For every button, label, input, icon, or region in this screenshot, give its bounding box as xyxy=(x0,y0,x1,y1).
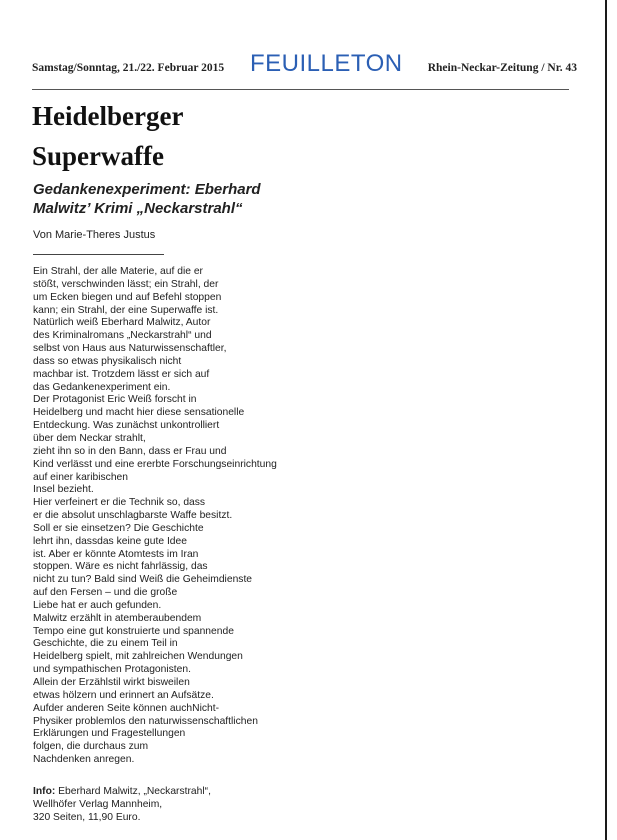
body-line: Ein Strahl, der alle Materie, auf die er xyxy=(33,266,203,277)
newspaper-issue: Rhein-Neckar-Zeitung / Nr. 43 xyxy=(427,62,577,74)
article-headline xyxy=(32,96,332,176)
body-line: Entdeckung. Was zunächst unkontrolliert xyxy=(33,420,220,432)
body-line: lehrt ihn, dassdas keine gute Idee xyxy=(33,535,187,547)
body-line: ist. Aber er könnte Atomtests im Iran xyxy=(33,548,199,560)
info-label: Info: xyxy=(33,786,56,797)
body-line: nicht zu tun? Bald sind Weiß die Geheimdienste xyxy=(33,574,253,586)
subhead-line-1: Gedankenexperiment: Eberhard xyxy=(33,181,261,198)
body-line: Soll er sie einsetzen? Die Geschichte xyxy=(33,522,204,534)
body-line: über dem Neckar strahlt, xyxy=(33,432,146,444)
body-line: Physiker problemlos den naturwissenschaftlichen xyxy=(33,715,258,727)
header-divider xyxy=(32,89,569,90)
body-line: kann; ein Strahl, der eine Superwaffe ist. xyxy=(33,304,219,316)
info-author-title: Eberhard Malwitz, „Neckarstrahl“, xyxy=(55,786,211,797)
body-line: zieht ihn so in den Bann, dass er Frau und xyxy=(33,445,227,457)
body-line: er die absolut unschlagbarste Waffe besitzt. xyxy=(33,510,233,522)
body-line: das Gedankenexperiment ein. xyxy=(33,381,171,393)
byline-divider xyxy=(33,254,164,255)
article-subheadline xyxy=(33,180,333,218)
body-line: folgen, die durchaus zum xyxy=(33,741,149,753)
book-info xyxy=(33,786,323,825)
body-line: stoppen. Wäre es nicht fahrlässig, das xyxy=(33,561,208,573)
section-title: FEUILLETON xyxy=(250,50,403,77)
body-line: machbar ist. Trotzdem lässt er sich auf xyxy=(33,368,210,380)
body-line: Natürlich weiß Eberhard Malwitz, Autor xyxy=(33,317,211,329)
body-line: etwas hölzern und erinnert an Aufsätze. xyxy=(33,689,214,701)
subhead-line-2: Malwitz’ Krimi „Neckarstrahl“ xyxy=(33,200,243,217)
body-line: Kind verlässt und eine ererbte Forschungseinrichtung xyxy=(33,458,277,470)
body-line: dass so etwas physikalisch nicht xyxy=(33,355,182,367)
body-line: Geschichte, die zu einem Teil in xyxy=(33,638,178,650)
body-line: Heidelberg und macht hier diese sensationelle xyxy=(33,407,245,419)
body-line: um Ecken biegen und auf Befehl stoppen xyxy=(33,291,222,303)
body-line: Insel bezieht. xyxy=(33,484,94,496)
body-line: Erklärungen und Fragestellungen xyxy=(33,728,186,740)
page-header xyxy=(32,50,577,78)
article-body xyxy=(33,266,323,767)
body-line: Tempo eine gut konstruierte und spannende xyxy=(33,625,234,637)
info-line-2: Wellhöfer Verlag Mannheim, xyxy=(33,798,163,810)
body-line: Nachdenken anregen. xyxy=(33,754,135,766)
body-line: auf den Fersen – und die große xyxy=(33,587,178,599)
body-line: auf einer karibischen xyxy=(33,471,129,483)
body-line: Aufder anderen Seite können auchNicht- xyxy=(33,702,220,714)
body-line: und sympathischen Protagonisten. xyxy=(33,664,191,676)
body-line: Malwitz erzählt in atemberaubendem xyxy=(33,612,202,624)
byline: Von Marie-Theres Justus xyxy=(33,229,156,241)
body-line: des Kriminalromans „Neckarstrahl“ und xyxy=(33,330,212,342)
info-line-3: 320 Seiten, 11,90 Euro. xyxy=(33,811,141,823)
body-line: Liebe hat er auch gefunden. xyxy=(33,599,162,611)
body-line: stößt, verschwinden lässt; ein Strahl, der xyxy=(33,278,219,290)
info-line-1 xyxy=(33,786,323,799)
headline-line-2: Superwaffe xyxy=(32,141,164,171)
body-line: Hier verfeinert er die Technik so, dass xyxy=(33,497,206,509)
headline-line-1: Heidelberger xyxy=(32,101,184,131)
body-line: Der Protagonist Eric Weiß forscht in xyxy=(33,394,197,406)
body-line: Allein der Erzählstil wirkt bisweilen xyxy=(33,677,190,688)
body-line: Heidelberg spielt, mit zahlreichen Wendungen xyxy=(33,651,243,663)
body-line: selbst von Haus aus Naturwissenschaftler, xyxy=(33,343,227,355)
issue-date: Samstag/Sonntag, 21./22. Februar 2015 xyxy=(32,62,225,74)
